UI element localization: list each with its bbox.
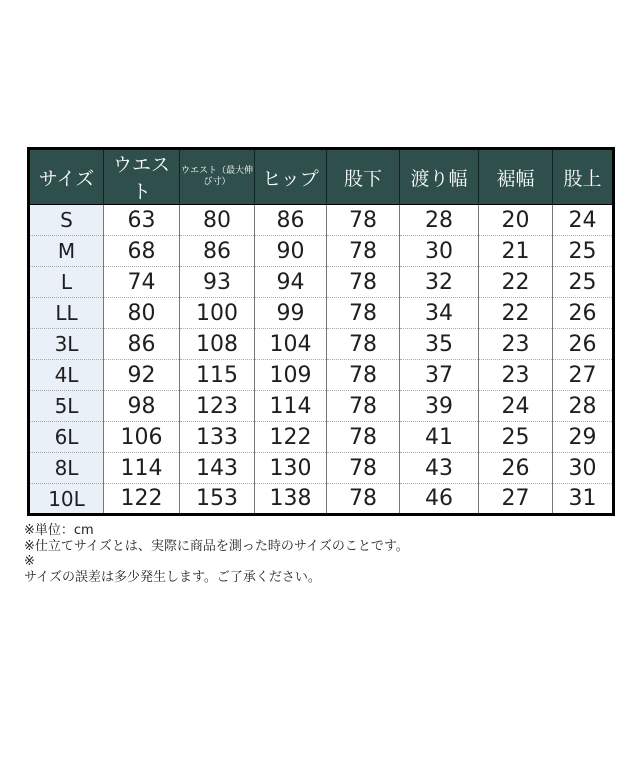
measurement-cell: 74 bbox=[104, 267, 180, 298]
footnote-tolerance: サイズの誤差は多少発生します。ご了承ください。 bbox=[24, 569, 321, 585]
measurement-cell: 26 bbox=[479, 453, 553, 484]
table-row bbox=[29, 391, 614, 422]
measurement-cell: 86 bbox=[104, 329, 180, 360]
column-header-6: 裾幅 bbox=[479, 149, 553, 205]
size-label-cell: L bbox=[29, 267, 104, 298]
measurement-cell: 23 bbox=[479, 360, 553, 391]
measurement-cell: 25 bbox=[553, 267, 614, 298]
measurement-cell: 24 bbox=[479, 391, 553, 422]
measurement-cell: 123 bbox=[180, 391, 255, 422]
measurement-cell: 32 bbox=[400, 267, 479, 298]
measurement-cell: 34 bbox=[400, 298, 479, 329]
size-chart bbox=[27, 147, 615, 516]
measurement-cell: 130 bbox=[255, 453, 327, 484]
measurement-cell: 26 bbox=[553, 298, 614, 329]
measurement-cell: 24 bbox=[553, 205, 614, 236]
table-row bbox=[29, 298, 614, 329]
size-label-cell: 5L bbox=[29, 391, 104, 422]
measurement-cell: 27 bbox=[479, 484, 553, 515]
measurement-cell: 78 bbox=[327, 453, 400, 484]
measurement-cell: 143 bbox=[180, 453, 255, 484]
measurement-cell: 20 bbox=[479, 205, 553, 236]
measurement-cell: 80 bbox=[104, 298, 180, 329]
measurement-cell: 78 bbox=[327, 484, 400, 515]
measurement-cell: 90 bbox=[255, 236, 327, 267]
measurement-cell: 94 bbox=[255, 267, 327, 298]
measurement-cell: 39 bbox=[400, 391, 479, 422]
measurement-cell: 28 bbox=[400, 205, 479, 236]
table-row bbox=[29, 267, 614, 298]
measurement-cell: 29 bbox=[553, 422, 614, 453]
measurement-cell: 78 bbox=[327, 329, 400, 360]
measurement-cell: 108 bbox=[180, 329, 255, 360]
measurement-cell: 122 bbox=[104, 484, 180, 515]
measurement-cell: 80 bbox=[180, 205, 255, 236]
measurement-cell: 109 bbox=[255, 360, 327, 391]
measurement-cell: 78 bbox=[327, 236, 400, 267]
size-label-cell: 8L bbox=[29, 453, 104, 484]
table-row bbox=[29, 329, 614, 360]
column-header-5: 渡り幅 bbox=[400, 149, 479, 205]
table-row bbox=[29, 484, 614, 515]
footnote-tailored-size: ※仕立てサイズとは、実際に商品を測った時のサイズのことです。 bbox=[24, 538, 409, 554]
measurement-cell: 31 bbox=[553, 484, 614, 515]
column-header-4: 股下 bbox=[327, 149, 400, 205]
measurement-cell: 68 bbox=[104, 236, 180, 267]
measurement-cell: 30 bbox=[553, 453, 614, 484]
size-label-cell: LL bbox=[29, 298, 104, 329]
header-row bbox=[29, 149, 614, 205]
measurement-cell: 78 bbox=[327, 422, 400, 453]
measurement-cell: 22 bbox=[479, 267, 553, 298]
measurement-cell: 153 bbox=[180, 484, 255, 515]
measurement-cell: 28 bbox=[553, 391, 614, 422]
size-label-cell: 6L bbox=[29, 422, 104, 453]
column-header-0: サイズ bbox=[29, 149, 104, 205]
measurement-cell: 27 bbox=[553, 360, 614, 391]
table-row bbox=[29, 422, 614, 453]
measurement-cell: 114 bbox=[104, 453, 180, 484]
measurement-cell: 78 bbox=[327, 360, 400, 391]
measurement-cell: 78 bbox=[327, 298, 400, 329]
footnote-unit: ※単位：cm bbox=[24, 523, 94, 538]
measurement-cell: 21 bbox=[479, 236, 553, 267]
size-label-cell: S bbox=[29, 205, 104, 236]
measurement-cell: 106 bbox=[104, 422, 180, 453]
measurement-cell: 22 bbox=[479, 298, 553, 329]
size-table bbox=[27, 147, 615, 516]
measurement-cell: 98 bbox=[104, 391, 180, 422]
size-table-header bbox=[29, 149, 614, 205]
column-header-2: ウエスト（最大伸び寸） bbox=[180, 149, 255, 205]
table-row bbox=[29, 453, 614, 484]
size-table-body bbox=[29, 205, 614, 515]
table-row bbox=[29, 360, 614, 391]
column-header-7: 股上 bbox=[553, 149, 614, 205]
measurement-cell: 37 bbox=[400, 360, 479, 391]
measurement-cell: 35 bbox=[400, 329, 479, 360]
footnotes bbox=[24, 523, 409, 585]
measurement-cell: 46 bbox=[400, 484, 479, 515]
measurement-cell: 43 bbox=[400, 453, 479, 484]
size-label-cell: M bbox=[29, 236, 104, 267]
measurement-cell: 25 bbox=[553, 236, 614, 267]
table-row bbox=[29, 205, 614, 236]
measurement-cell: 115 bbox=[180, 360, 255, 391]
measurement-cell: 78 bbox=[327, 267, 400, 298]
column-header-1: ウエスト bbox=[104, 149, 180, 205]
measurement-cell: 78 bbox=[327, 391, 400, 422]
measurement-cell: 30 bbox=[400, 236, 479, 267]
measurement-cell: 133 bbox=[180, 422, 255, 453]
measurement-cell: 92 bbox=[104, 360, 180, 391]
measurement-cell: 114 bbox=[255, 391, 327, 422]
measurement-cell: 41 bbox=[400, 422, 479, 453]
measurement-cell: 99 bbox=[255, 298, 327, 329]
measurement-cell: 23 bbox=[479, 329, 553, 360]
measurement-cell: 93 bbox=[180, 267, 255, 298]
size-label-cell: 4L bbox=[29, 360, 104, 391]
measurement-cell: 26 bbox=[553, 329, 614, 360]
measurement-cell: 104 bbox=[255, 329, 327, 360]
measurement-cell: 122 bbox=[255, 422, 327, 453]
column-header-3: ヒップ bbox=[255, 149, 327, 205]
measurement-cell: 25 bbox=[479, 422, 553, 453]
measurement-cell: 86 bbox=[255, 205, 327, 236]
measurement-cell: 63 bbox=[104, 205, 180, 236]
measurement-cell: 86 bbox=[180, 236, 255, 267]
table-row bbox=[29, 236, 614, 267]
measurement-cell: 100 bbox=[180, 298, 255, 329]
footnote-asterisk: ※ bbox=[24, 554, 35, 569]
measurement-cell: 78 bbox=[327, 205, 400, 236]
size-label-cell: 3L bbox=[29, 329, 104, 360]
measurement-cell: 138 bbox=[255, 484, 327, 515]
size-label-cell: 10L bbox=[29, 484, 104, 515]
